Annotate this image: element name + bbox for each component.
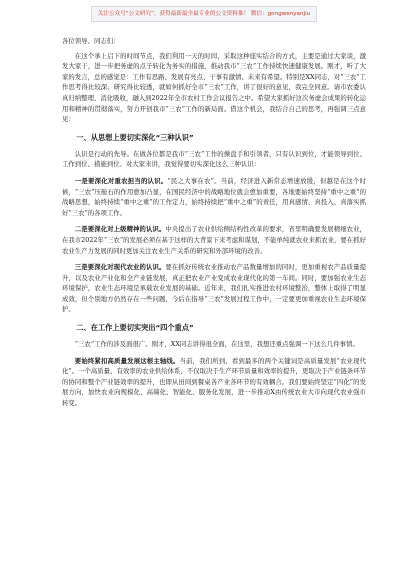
section-2-paragraph [62, 339, 366, 350]
section-2-paragraph [62, 356, 366, 409]
salutation: 各位领导、同志们： [62, 37, 120, 45]
paragraph-text: 中央提出了农业供给侧结构性改革的要求，省里明确要发展精细农业，在我市2022年“三农”的发展必须在基于这样的大背景下来考虑和谋划，不能单纯就农业来抓农业，要在抓好农业生产力发展的同时更加关注农业生产关系的研究和外部环境的改善。 [62, 225, 367, 255]
header-banner [0, 6, 408, 22]
paragraph-lead: 三是要深化对现代农业的认识。 [74, 263, 166, 272]
section-1-heading: 一、从思想上要切实深化“三种认识” [76, 132, 194, 142]
section-1-paragraph [62, 176, 366, 218]
intro-paragraph: 在这个承上启下的时间节点，我们利用一天的时间，采取这种座实结合的方式，主要是通过大家谈，激发大家干，进一步把务虚的点子转化为务实的措施，推动我市“三农”工作持续快速健康发展。刚才，听了大家的发言，总的感觉是：工作有思路、发展有亮点、干事有激情、未来有希望。特别是XX同志，对“三农”工作思考得比较深、研究得比较透，就如何抓好全市“三农”工作，讲了很好的意见，我完全同意。请市农委认真归纳整理、消化吸收，融入到2022年全市农村工作会议报告之中。希望大家抓好这次务虚会成果的转化运用和精神的贯彻落实，努力开创我市“三农”工作的新局面。借这个机会，我结合自己的思考，再强调三点意见： [62, 51, 366, 124]
paragraph-lead: 要始终紧扣高质量发展这根主轴线。 [74, 356, 180, 365]
paragraph-text: “民之大事在农”。当前，经济进入新常态增速放缓，但越是在这个时候，“三农”压舱石的作用愈加凸显，在国民经济中的战略地位就会愈加重要，各地要始终坚持“重中之重”的战略思想，始终持续“重中之重”的工作定力，始终持续把“重中之重”的责任，用真感情、真投入、真落实抓好“三农”的各项工作。 [62, 176, 366, 217]
document-body [62, 36, 366, 415]
paragraph-text: 当前，我们所到、看到最多的两个关键词是高质量发展“农业现代化”。一个高质量、有效率的农业供给体系，不仅取决于生产环节质量和效率的提升，更取决于产业链条环节的协同和整个产业链效率的提升，也即从田间到餐桌各产业各环节的有效耦合。我们要始终坚定“四化”的发展方向，加快农业向规模化、高端化、智能化、服务化发展，进一步推动X由传统农业大市向现代农业强市转变。 [62, 356, 366, 408]
paragraph-text: “三农”工作的涉及面很广。刚才，XX同志讲得很全面，在这里，我想还重点强调一下这么几件事情。 [74, 340, 359, 349]
section-1-paragraph [62, 149, 366, 170]
banner-text[interactable]: 关注公众号“公文研究”，获得最新最全最专业的公文资料推！ 微信：gongwenyanjiu [91, 6, 317, 22]
section-2-heading: 二、在工作上要切实突出“四个重点” [76, 323, 194, 333]
paragraph-text: 要在抓好传统农业推动农产品数量增加的同时，更加重视农产品质量提升，以及农业产业化和全产业链发展，真正把农业产业变成农业现代化的第一车间。同时，要加强农业生态环境保护，农业生态环境是承载农业发展的基础。近年来，我们扎实推进农村环境整治，整体上取得了明显成效，但个别地方仍然存在一些问题，今后在指导“三农”发展过程工作中，一定要更加重视农业生态环境保护。 [62, 263, 367, 314]
paragraph-text: 认识是行动的先导。在做各位都是我市“三农”工作的操盘手和引领者，只有认识到位，才能领导到位、工作到位、措施到位。对大家来讲，我觉得要切实深化这么三种认识： [62, 149, 366, 169]
section-1-paragraph [62, 262, 366, 315]
section-1-paragraph [62, 224, 366, 256]
paragraph-lead: 一是要深化对重农担当的认识。 [74, 176, 168, 185]
paragraph-lead: 二是要深化对上级精神的认识。 [74, 225, 166, 234]
